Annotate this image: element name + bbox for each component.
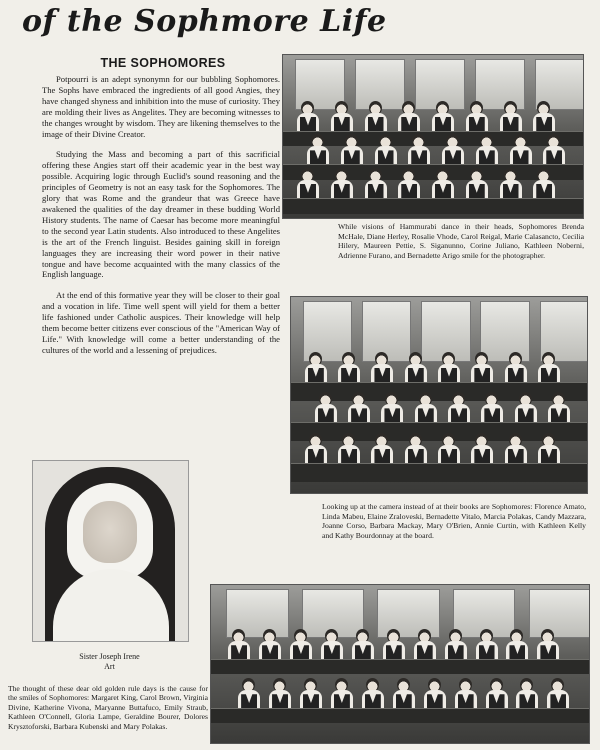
student-figure bbox=[363, 168, 389, 202]
student-figure bbox=[267, 678, 293, 712]
student-figure bbox=[513, 392, 539, 426]
student-figure bbox=[379, 392, 405, 426]
student-figure bbox=[474, 134, 500, 168]
student-figure bbox=[545, 678, 571, 712]
student-figure bbox=[339, 134, 365, 168]
student-figure bbox=[336, 352, 362, 386]
student-figure bbox=[396, 168, 422, 202]
student-figure bbox=[430, 101, 456, 135]
section-title: THE SOPHOMORES bbox=[100, 56, 226, 70]
student-figure bbox=[436, 352, 462, 386]
paragraph-1: Potpourri is an adept synonymn for our bubbling Sophomores. The Sophs have embraced the ingredients of all good Angies, they have changed shyness and inhibition into the muse of curiosity. They are molding their lives as Angelites. They are becoming witnesses to the changes wrought by wisdom. They are likening themselves to the image of their Divine Creator. bbox=[42, 74, 280, 139]
student-figure bbox=[541, 134, 567, 168]
student-figure bbox=[403, 433, 429, 467]
student-figure bbox=[464, 168, 490, 202]
student-figure bbox=[440, 134, 466, 168]
student-figure bbox=[303, 433, 329, 467]
banner-title: of the Sophmore Life bbox=[22, 4, 387, 39]
student-figure bbox=[464, 101, 490, 135]
student-figure bbox=[484, 678, 510, 712]
student-figure bbox=[369, 433, 395, 467]
caption-middle: Looking up at the camera instead of at their books are Sophomores: Florence Amato, Linda Mabeu, Elaine Zraloveski, Bernadette Vitalo, Marcia Polakas, Candy Mazzara, Joanne Corso, Barbara Mackay, Mary O'Brien, Annie Curtin, with Kathleen Kelly and Kathy Bourdonnay at the board. bbox=[322, 502, 586, 540]
student-figure bbox=[226, 629, 252, 663]
student-figure bbox=[446, 392, 472, 426]
student-figure bbox=[531, 101, 557, 135]
student-figure bbox=[422, 678, 448, 712]
student-figure bbox=[531, 168, 557, 202]
student-figure bbox=[298, 678, 324, 712]
student-figure bbox=[373, 134, 399, 168]
photo-classroom-bottom bbox=[210, 584, 590, 744]
student-figure bbox=[430, 168, 456, 202]
student-figure bbox=[474, 629, 500, 663]
student-figure bbox=[257, 629, 283, 663]
student-figure bbox=[295, 101, 321, 135]
student-figure bbox=[295, 168, 321, 202]
student-figure bbox=[436, 433, 462, 467]
student-figure bbox=[360, 678, 386, 712]
portrait-role: Art bbox=[104, 662, 115, 671]
student-figure bbox=[498, 101, 524, 135]
student-figure bbox=[346, 392, 372, 426]
student-figure bbox=[396, 101, 422, 135]
student-figure bbox=[305, 134, 331, 168]
student-figure bbox=[329, 168, 355, 202]
caption-bottom: The thought of these dear old golden rule days is the cause for the smiles of Sophomores: Margaret King, Carol Brown, Virginia Divine, Katherine Vivona, Maryanne Buttafuco, Emily Straub, Kathleen O'Connell, Gloria Lampe, Geraldine Bourer, Dolores Krysztoforski, Barbara Kubenski and Mary Polakas. bbox=[8, 684, 208, 731]
portrait-caption bbox=[32, 652, 187, 672]
student-figure bbox=[546, 392, 572, 426]
student-figure bbox=[236, 678, 262, 712]
portrait-photo bbox=[32, 460, 189, 642]
student-figure bbox=[508, 134, 534, 168]
student-figure bbox=[535, 629, 561, 663]
student-figure bbox=[536, 433, 562, 467]
student-figure bbox=[514, 678, 540, 712]
page-banner bbox=[0, 0, 600, 44]
student-figure bbox=[479, 392, 505, 426]
student-figure bbox=[412, 629, 438, 663]
desk-row bbox=[283, 198, 583, 214]
student-figure bbox=[503, 352, 529, 386]
student-figure bbox=[303, 352, 329, 386]
caption-top: While visions of Hammurabi dance in their heads, Sophomores Brenda McHale, Diane Herley, Rosalie Vhode, Carol Reigal, Marie Calasancto, Cecilia Hilery, Maureen Pettie, S. Siganunno, Corine Juliano, Kathleen Noberni, Adrienne Furano, and Bernadette Arigo smile for the photographer. bbox=[338, 222, 584, 260]
student-figure bbox=[469, 433, 495, 467]
desk-row bbox=[211, 708, 589, 723]
student-figure bbox=[381, 629, 407, 663]
paragraph-2: Studying the Mass and becoming a part of this sacrificial offering these Angies start off their academic year in the best way possible. Acquiring logic through Euclid's sound reasoning and the principles of Geometry is not an easy task for the Sophomores. The glory that was Rome and the grandeur that was Greece have awakened the qualities of the day dreamer in these budding World History students. The name of Caesar has become more meaningful to the second year Latin students. Also introduced to these Angelites is the art of the French linguist. Besides gaining skill in foreign languages they are increasing their word power in their native tongue and have become acquainted with the many classics of the English language. bbox=[42, 149, 280, 280]
desk-row bbox=[291, 463, 587, 482]
student-figure bbox=[313, 392, 339, 426]
student-figure bbox=[413, 392, 439, 426]
student-figure bbox=[329, 678, 355, 712]
article-body bbox=[42, 74, 280, 366]
student-figure bbox=[498, 168, 524, 202]
student-figure bbox=[391, 678, 417, 712]
paragraph-3: At the end of this formative year they will be closer to their goal and a vocation in life. Time well spent will yield for them a better life fashioned under Catholic auspices. Their knowledge will help them become better citizens ever conscious of the "American Way of Life." With knowledge will come a better understanding of the cultures of the world and a lessening of prejudices. bbox=[42, 290, 280, 355]
student-figure bbox=[319, 629, 345, 663]
student-figure bbox=[369, 352, 395, 386]
student-figure bbox=[288, 629, 314, 663]
student-figure bbox=[350, 629, 376, 663]
photo-classroom-middle bbox=[290, 296, 588, 494]
student-figure bbox=[536, 352, 562, 386]
student-figure bbox=[406, 134, 432, 168]
student-figure bbox=[503, 433, 529, 467]
student-figure bbox=[504, 629, 530, 663]
student-figure bbox=[336, 433, 362, 467]
student-figure bbox=[363, 101, 389, 135]
photo-classroom-top bbox=[282, 54, 584, 219]
portrait-name: Sister Joseph Irene bbox=[79, 652, 140, 661]
student-figure bbox=[469, 352, 495, 386]
student-figure bbox=[453, 678, 479, 712]
desk-row bbox=[211, 659, 589, 674]
face-shape bbox=[83, 501, 137, 563]
student-figure bbox=[329, 101, 355, 135]
student-figure bbox=[443, 629, 469, 663]
student-figure bbox=[403, 352, 429, 386]
